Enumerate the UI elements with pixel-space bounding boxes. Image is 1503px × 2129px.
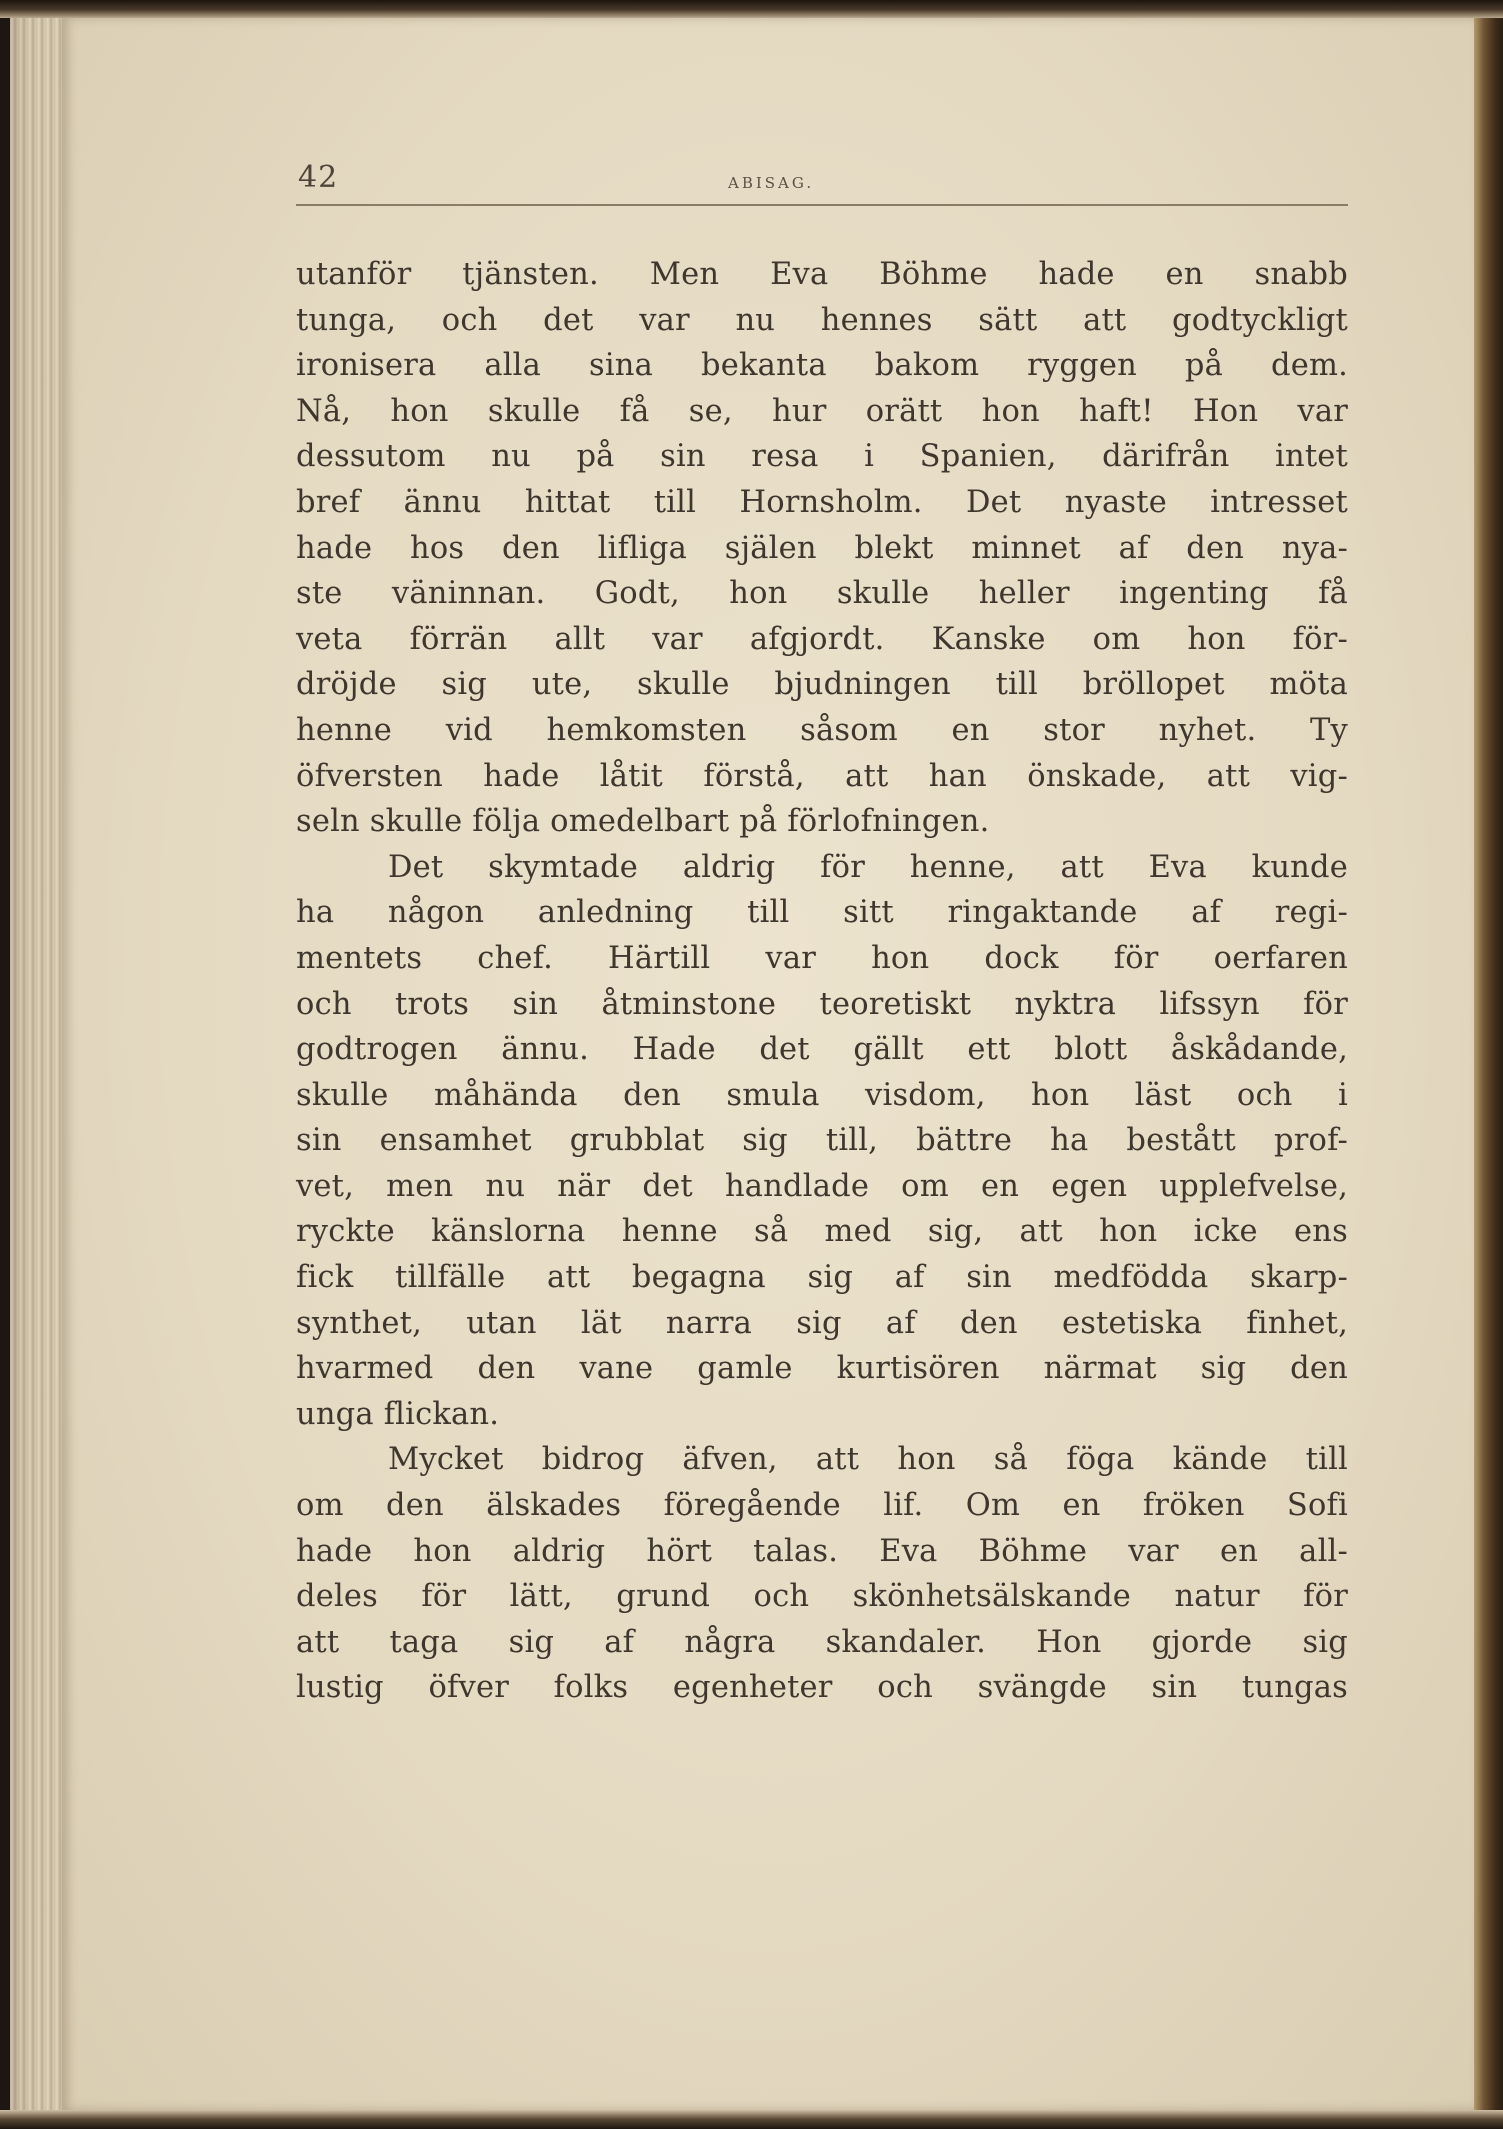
page-edge-top xyxy=(0,0,1503,18)
text-line: om den älskades föregående lif. Om en fröken Sofi xyxy=(296,1488,1348,1524)
text-line: hvarmed den vane gamle kurtisören närmat sig den xyxy=(296,1351,1348,1387)
text-line: dröjde sig ute, skulle bjudningen till bröllopet möta xyxy=(296,667,1348,703)
text-line: henne vid hemkomsten såsom en stor nyhet. Ty xyxy=(296,712,1348,748)
text-line: mentets chef. Härtill var hon dock för oerfaren xyxy=(296,940,1348,976)
text-line: deles för lätt, grund och skönhetsälskande natur för xyxy=(296,1579,1348,1615)
running-head: ABISAG. xyxy=(728,174,815,192)
text-line: ryckte känslorna henne så med sig, att hon icke ens xyxy=(296,1214,1348,1250)
text-line: öfversten hade låtit förstå, att han önskade, att vig- xyxy=(296,758,1348,794)
text-line: lustig öfver folks egenheter och svängde sin tungas xyxy=(296,1670,1348,1706)
text-line: hade hon aldrig hört talas. Eva Böhme var en all- xyxy=(296,1533,1348,1569)
page-number: 42 xyxy=(298,160,339,195)
text-line: vet, men nu när det handlade om en egen upplefvelse, xyxy=(296,1168,1348,1204)
text-line: utanför tjänsten. Men Eva Böhme hade en snabb xyxy=(296,257,1348,292)
text-line: hade hos den lifliga själen blekt minnet af den nya- xyxy=(296,530,1348,566)
page-header xyxy=(296,140,1348,206)
text-line: veta förrän allt var afgjordt. Kanske om hon för- xyxy=(296,621,1348,657)
text-line: ironisera alla sina bekanta bakom ryggen på dem. xyxy=(296,348,1348,384)
text-line: seln skulle följa omedelbart på förlofningen. xyxy=(296,804,990,840)
body-text xyxy=(296,252,1348,1711)
text-line: tunga, och det var nu hennes sätt att godtyckligt xyxy=(296,302,1348,338)
text-line: Det skymtade aldrig för henne, att Eva kunde xyxy=(388,849,1348,885)
text-line: ste väninnan. Godt, hon skulle heller ingenting få xyxy=(296,576,1348,612)
text-line: Nå, hon skulle få se, hur orätt hon haft! Hon var xyxy=(296,393,1348,429)
text-line: sin ensamhet grubblat sig till, bättre ha bestått prof- xyxy=(296,1123,1348,1159)
text-line: godtrogen ännu. Hade det gällt ett blott åskådande, xyxy=(296,1032,1348,1068)
text-line: fick tillfälle att begagna sig af sin medfödda skarp- xyxy=(296,1260,1348,1296)
binding-shadow xyxy=(0,0,10,2129)
text-line: dessutom nu på sin resa i Spanien, därifrån intet xyxy=(296,439,1348,475)
text-line: bref ännu hittat till Hornsholm. Det nyaste intresset xyxy=(296,484,1348,520)
text-line: Mycket bidrog äfven, att hon så föga kände till xyxy=(388,1442,1348,1478)
page-edge-bottom xyxy=(0,2110,1503,2129)
text-line: synthet, utan lät narra sig af den estetiska finhet, xyxy=(296,1305,1348,1341)
text-line: att taga sig af några skandaler. Hon gjorde sig xyxy=(296,1624,1348,1660)
text-line: unga flickan. xyxy=(296,1396,500,1432)
page-edge-right xyxy=(1474,0,1503,2129)
text-line: ha någon anledning till sitt ringaktande af regi- xyxy=(296,895,1348,931)
text-line: och trots sin åtminstone teoretiskt nyktra lifssyn för xyxy=(296,986,1348,1022)
text-line: skulle måhända den smula visdom, hon läst och i xyxy=(296,1077,1348,1113)
